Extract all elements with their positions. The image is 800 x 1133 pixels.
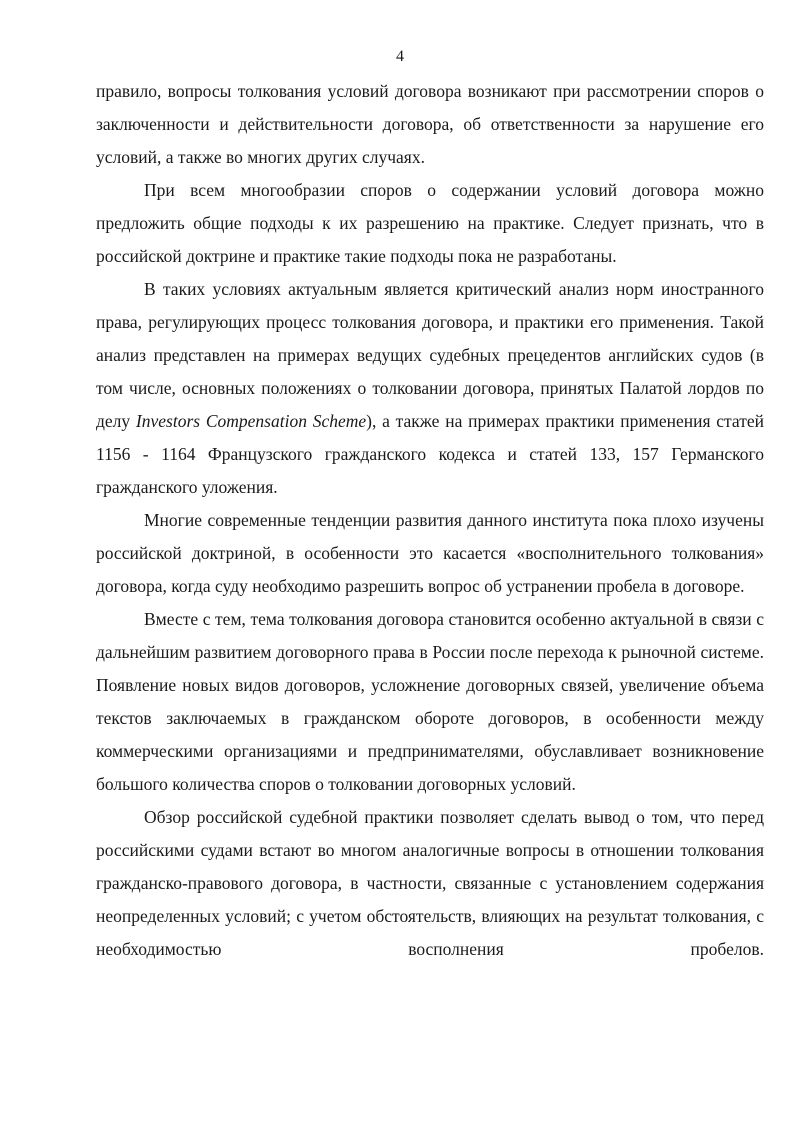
paragraph: Многие современные тенденции развития данного института пока плохо изучены российской доктриной, в особенности это касается «восполнительного толкования» договора, когда суду необходимо разрешить вопрос об устранении пробела в договоре. <box>96 510 764 596</box>
page-number: 4 <box>396 48 404 65</box>
paragraph: Обзор российской судебной практики позволяет сделать вывод о том, что перед российскими судами встают во многом аналогичные вопросы в отношении толкования гражданско-правового договора, в частности, связанные с установлением содержания неопределенных условий; с учетом обстоятельств, влияющих на результат толкования, с необходимостью восполнения пробелов. <box>96 807 764 959</box>
paragraph: При всем многообразии споров о содержании условий договора можно предложить общие подходы к их разрешению на практике. Следует признать, что в российской доктрине и практике такие подходы пока не разработаны. <box>96 180 764 266</box>
paragraph-continuation: правило, вопросы толкования условий договора возникают при рассмотрении споров о заключенности и действительности договора, об ответственности за нарушение его условий, а также во многих других случаях. <box>96 81 764 167</box>
body-text <box>96 75 764 966</box>
paragraph: Вместе с тем, тема толкования договора становится особенно актуальной в связи с дальнейшим развитием договорного права в России после перехода к рыночной системе. Появление новых видов договоров, усложнение договорных связей, увеличение объема текстов заключаемых в гражданском обороте договоров, в особенности между коммерческими организациями и предпринимателями, обуславливает возникновение большого количества споров о толковании договорных условий. <box>96 609 764 794</box>
case-name-italic: Investors Compensation Scheme <box>135 411 367 431</box>
paragraph-text: ), а также на примерах практики применения статей 1156 - 1164 Французского гражданского кодекса и статей 133, 157 Германского гражданского уложения. <box>96 411 764 497</box>
paragraph <box>96 273 764 504</box>
paragraph-text: В таких условиях актуальным является критический анализ норм иностранного права, регулирующих процесс толкования договора, и практики его применения. Такой анализ представлен на примерах ведущих судебных прецедентов английских судов (в том числе, основных положениях о толковании договора, принятых Палатой лордов по делу <box>96 279 764 431</box>
